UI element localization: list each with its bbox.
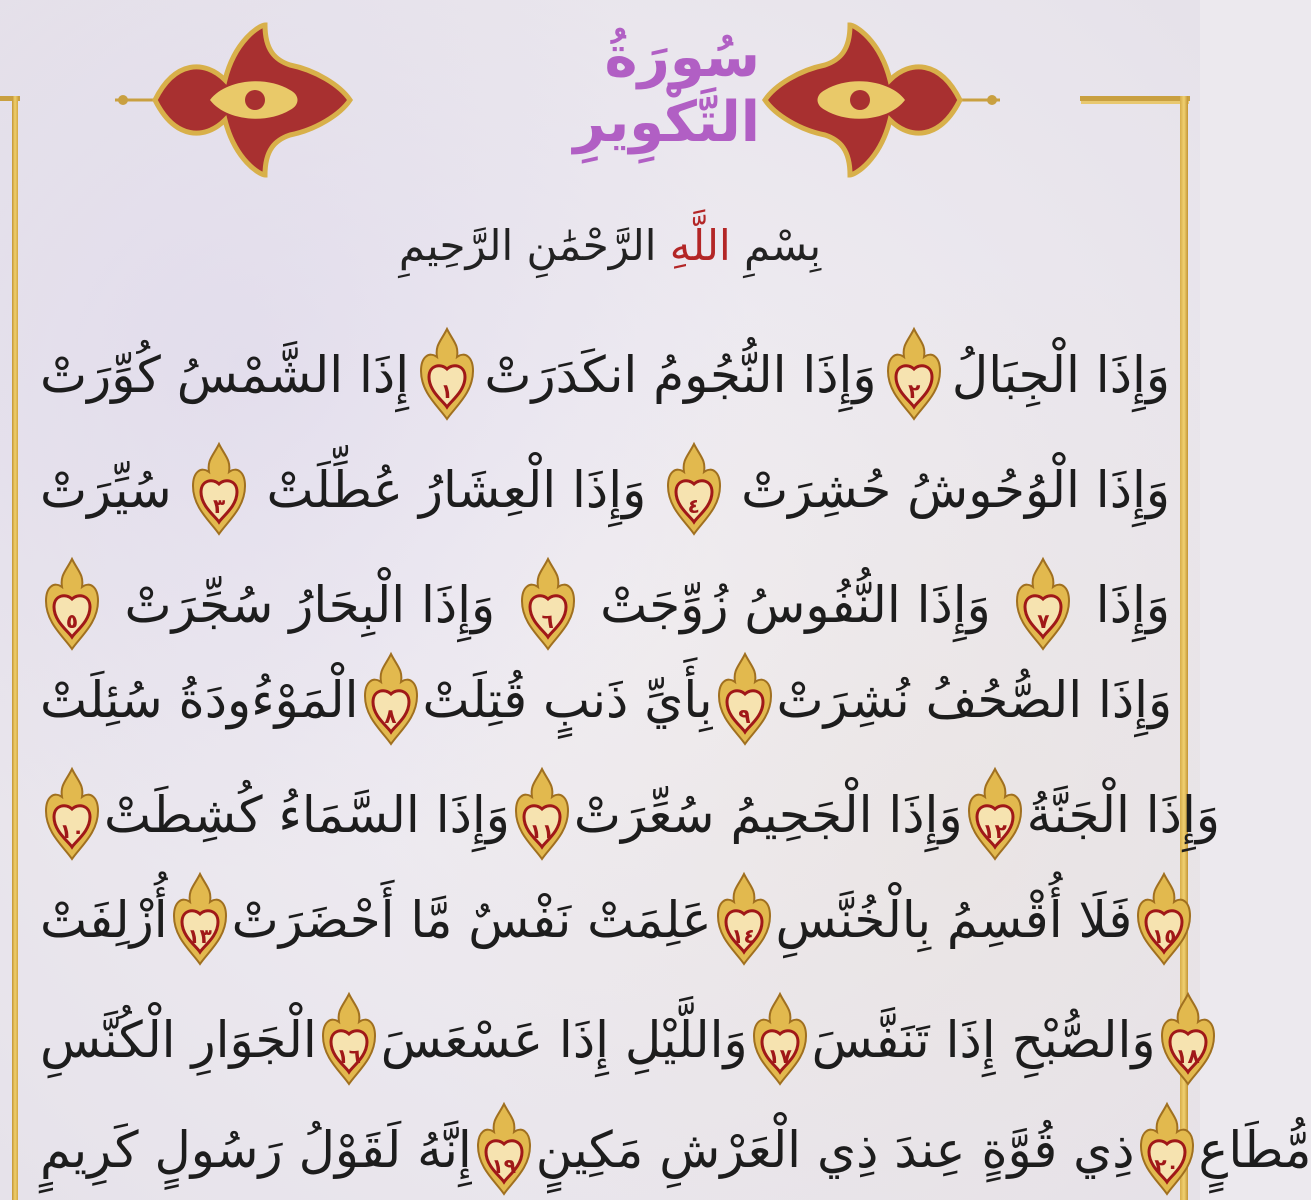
verse-marker-icon	[662, 442, 726, 538]
verse-text: وَإِذَا الْعِشَارُ عُطِّلَتْ	[266, 461, 647, 519]
verse-text: بِأَيِّ ذَنبٍ قُتِلَتْ	[422, 671, 713, 729]
verse-marker-icon	[1135, 1102, 1199, 1198]
verse-text: وَإِذَا السَّمَاءُ كُشِطَتْ	[104, 786, 510, 844]
verse-line	[40, 440, 1170, 540]
verse-marker-icon	[168, 872, 232, 968]
verse-text: وَإِذَا النُّفُوسُ زُوِّجَتْ	[600, 576, 991, 634]
verse-number: ١٦	[336, 1044, 361, 1068]
verse-marker-icon	[40, 557, 104, 653]
verse-marker-icon	[187, 442, 251, 538]
verse-marker-icon	[713, 652, 777, 748]
verse-number: ١٨	[1175, 1044, 1200, 1068]
basmala	[270, 205, 950, 285]
verse-marker-icon	[510, 767, 574, 863]
verse-marker-icon	[882, 327, 946, 423]
verse-number: ٩	[738, 704, 751, 728]
verse-number: ٦	[541, 609, 554, 633]
verse-marker-icon	[40, 767, 104, 863]
verse-number: ٤	[687, 494, 700, 518]
verse-number: ٣	[212, 494, 226, 518]
verse-text: وَإِذَا الْبِحَارُ سُجِّرَتْ	[124, 576, 496, 634]
verse-text: وَإِذَا الصُّحُفُ نُشِرَتْ	[776, 671, 1173, 729]
frame-top-border	[1080, 96, 1190, 101]
verse-line	[40, 1100, 1311, 1200]
verse-marker-icon	[317, 992, 381, 1088]
verse-text: وَإِذَا	[1095, 576, 1170, 634]
verse-line	[40, 650, 1173, 750]
verse-text: وَإِذَا الْجِبَالُ	[951, 346, 1170, 404]
verse-marker-icon	[415, 327, 479, 423]
verse-text: أُزْلِفَتْ	[40, 891, 168, 949]
verse-line	[40, 870, 1177, 970]
verse-number: ٥	[65, 609, 79, 633]
verse-text: وَإِذَا الْجَحِيمُ سُعِّرَتْ	[573, 786, 963, 844]
verse-number: ٧	[1037, 609, 1050, 633]
verse-text: ذِي قُوَّةٍ عِندَ ذِي الْعَرْشِ مَكِينٍ	[535, 1121, 1135, 1179]
verse-marker-icon	[1156, 992, 1220, 1088]
verse-number: ١٢	[982, 819, 1007, 843]
verse-text: إِذَا الشَّمْسُ كُوِّرَتْ	[40, 346, 410, 404]
basmala-part-1: بِسْمِ	[743, 220, 822, 270]
verse-marker-icon	[516, 557, 580, 653]
verse-marker-icon	[1132, 872, 1196, 968]
verse-text: عَلِمَتْ نَفْسٌ مَّا أَحْضَرَتْ	[231, 891, 712, 949]
verse-text: إِنَّهُ لَقَوْلُ رَسُولٍ كَرِيمٍ	[40, 1121, 472, 1179]
verse-number: ١٤	[731, 924, 756, 948]
verse-number: ١٥	[1152, 924, 1177, 948]
verse-number: ١٠	[59, 819, 85, 843]
frame-left-border	[12, 96, 18, 1200]
verse-number: ١٣	[187, 924, 212, 948]
verse-line	[40, 555, 1170, 655]
verse-text: الْجَوَارِ الْكُنَّسِ	[40, 1011, 317, 1069]
verse-text: وَإِذَا الْجَنَّةُ	[1026, 786, 1220, 844]
ornament-left-icon	[115, 20, 355, 180]
verse-number: ١٩	[491, 1154, 516, 1178]
verse-marker-icon	[1011, 557, 1075, 653]
verse-text: الْمَوْءُودَةُ سُئِلَتْ	[40, 671, 359, 729]
verse-text: وَإِذَا النُّجُومُ انكَدَرَتْ	[484, 346, 877, 404]
basmala-part-2: الرَّحْمَٰنِ الرَّحِيمِ	[398, 220, 657, 270]
verse-number: ١٧	[767, 1044, 792, 1068]
verse-number: ٢	[908, 379, 921, 403]
verse-number: ٢٠	[1154, 1154, 1179, 1178]
verse-text: فَلَا أُقْسِمُ بِالْخُنَّسِ	[775, 891, 1133, 949]
verse-number: ٨	[384, 704, 397, 728]
verse-marker-icon	[359, 652, 423, 748]
verse-text: سُيِّرَتْ	[40, 461, 172, 519]
verse-marker-icon	[472, 1102, 536, 1198]
verse-line	[40, 990, 1200, 1090]
verse-text: وَاللَّيْلِ إِذَا عَسْعَسَ	[380, 1011, 748, 1069]
verse-number: ١١	[529, 819, 555, 843]
verse-text: وَإِذَا الْوُحُوشُ حُشِرَتْ	[741, 461, 1170, 519]
verse-line	[40, 765, 1220, 865]
verse-marker-icon	[963, 767, 1027, 863]
verse-line	[40, 325, 1170, 425]
basmala-allah: اللَّهِ	[669, 220, 731, 270]
verse-text: مُّطَاعٍ	[1198, 1121, 1311, 1179]
ornament-right-icon	[760, 20, 1000, 180]
verse-marker-icon	[748, 992, 812, 1088]
verse-text: وَالصُّبْحِ إِذَا تَنَفَّسَ	[811, 1011, 1156, 1069]
surah-title: سُورَةُ التَّكْوِيرِ	[573, 25, 760, 155]
verse-marker-icon	[712, 872, 776, 968]
verse-number: ١	[440, 379, 453, 403]
